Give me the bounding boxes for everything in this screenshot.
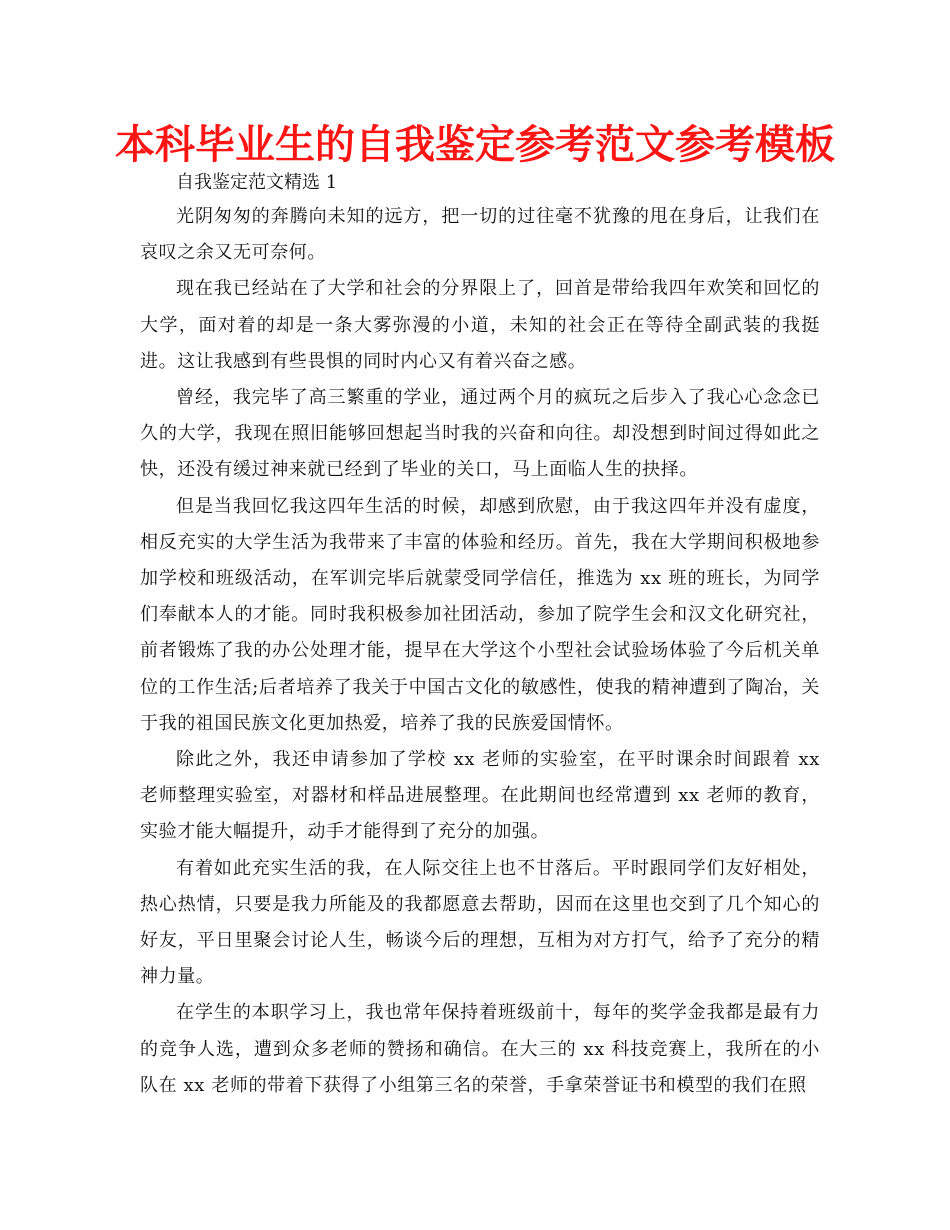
paragraph: 有着如此充实生活的我，在人际交往上也不甘落后。平时跟同学们友好相处，热心热情，只要是我力所能及的我都愿意去帮助，因而在这里也交到了几个知心的好友，平日里聚会讨论人生，畅谈今后的理想，互相为对方打气，给予了充分的精神力量。: [140, 857, 820, 988]
document-subtitle: 自我鉴定范文精选 1: [176, 172, 338, 193]
paragraph: 光阴匆匆的奔腾向未知的远方，把一切的过往毫不犹豫的甩在身后，让我们在哀叹之余又无可奈何。: [140, 206, 820, 264]
document-title: 本科毕业生的自我鉴定参考范文参考模板: [115, 122, 835, 168]
document-body: [140, 199, 820, 1104]
paragraph: 现在我已经站在了大学和社会的分界限上了，回首是带给我四年欢笑和回忆的大学，面对着的却是一条大雾弥漫的小道，未知的社会正在等待全副武装的我挺进。这让我感到有些畏惧的同时内心又有着兴奋之感。: [140, 278, 820, 372]
paragraph: 除此之外，我还申请参加了学校 xx 老师的实验室，在平时课余时间跟着 xx 老师整理实验室，对器材和样品进展整理。在此期间也经常遭到 xx 老师的教育，实验才能大幅提升，动手才能得到了充分的加强。: [140, 749, 820, 843]
paragraph: 但是当我回忆我这四年生活的时候，却感到欣慰，由于我这四年并没有虚度，相反充实的大学生活为我带来了丰富的体验和经历。首先，我在大学期间积极地参加学校和班级活动，在军训完毕后就蒙受同学信任，推选为 xx 班的班长，为同学们奉献本人的才能。同时我积极参加社团活动，参加了院学生会和汉文化研究社，前者锻炼了我的办公处理才能，提早在大学这个小型社会试验场体验了今后机关单位的工作生活;后者培养了我关于中国古文化的敏感性，使我的精神遭到了陶冶，关于我的祖国民族文化更加热爱，培养了我的民族爱国情怀。: [140, 495, 820, 734]
paragraph: 在学生的本职学习上，我也常年保持着班级前十，每年的奖学金我都是最有力的竞争人选，遭到众多老师的赞扬和确信。在大三的 xx 科技竞赛上，我所在的小队在 xx 老师的带着下获得了小组第三名的荣誉，手拿荣誉证书和模型的我们在照: [140, 1002, 820, 1096]
paragraph: 曾经，我完毕了高三繁重的学业，通过两个月的疯玩之后步入了我心心念念已久的大学，我现在照旧能够回想起当时我的兴奋和向往。却没想到时间过得如此之快，还没有缓过神来就已经到了毕业的关口，马上面临人生的抉择。: [140, 387, 820, 481]
